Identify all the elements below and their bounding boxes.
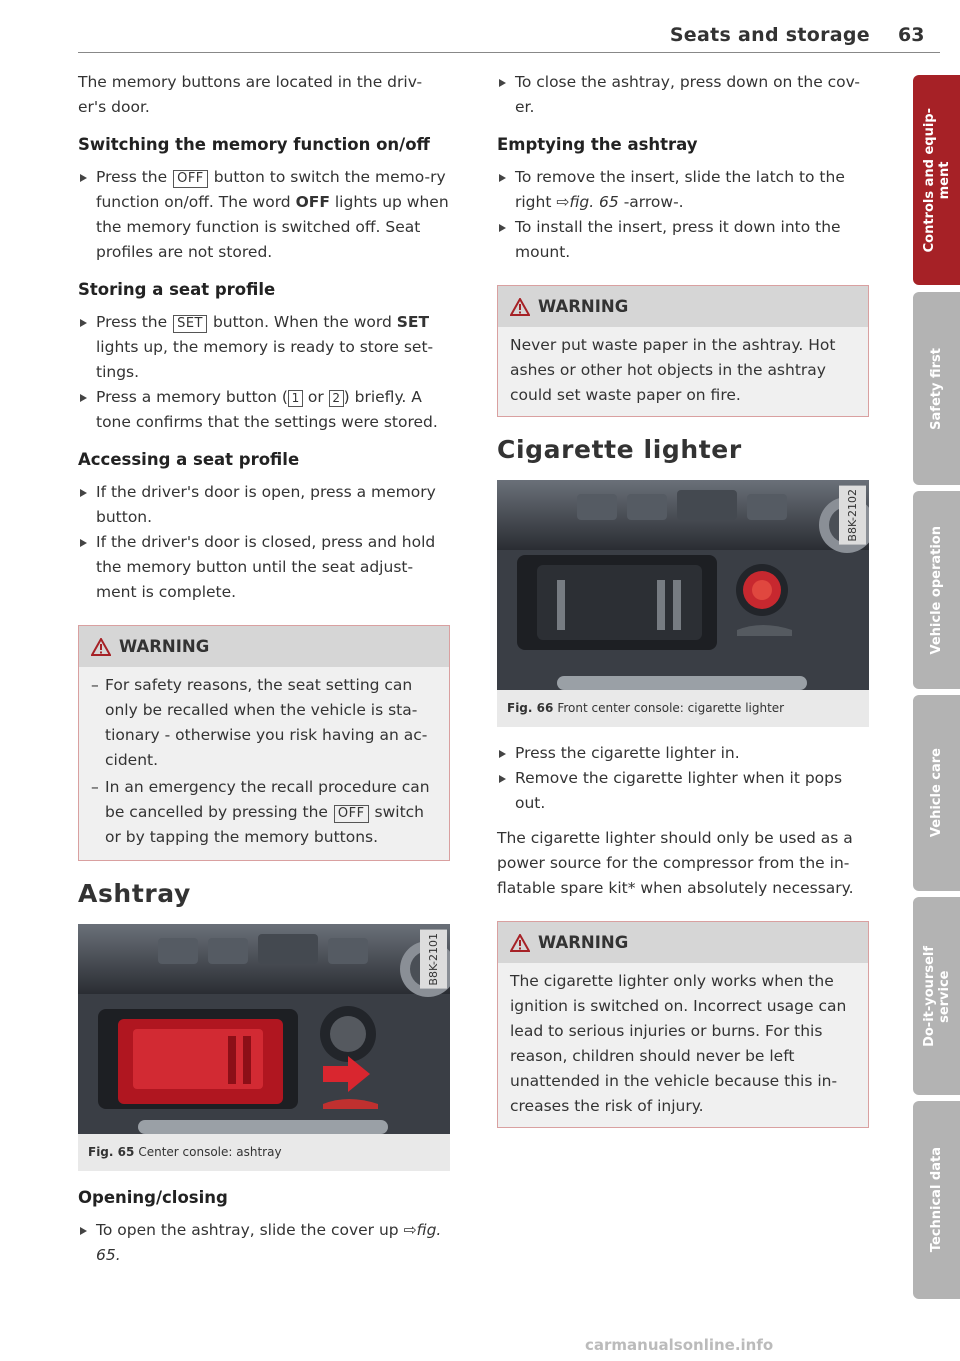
figure-caption [497, 690, 869, 727]
tab-controls-equipment[interactable] [913, 75, 960, 285]
emphasis: OFF [295, 193, 330, 211]
heading-access-profile: Accessing a seat profile [78, 450, 300, 469]
list-item: Remove the cigarette lighter when it pops out. [497, 766, 869, 816]
list-item: Press the cigarette lighter in. [497, 741, 869, 766]
header-divider [78, 52, 940, 53]
warning-header [79, 626, 449, 667]
warning-header [498, 286, 868, 327]
watermark: carmanualsonline.info [585, 1336, 774, 1354]
off-key: OFF [334, 805, 369, 823]
page-number: 63 [898, 24, 925, 46]
warning-body: Never put waste paper in the ashtray. Hot ashes or other hot objects in the ashtray could set waste paper on fire. [510, 336, 836, 404]
warning-body: The cigarette lighter only works when the ignition is switched on. Incorrect usage can lead to serious injuries or burns. For this reason, children should never be left unattended in the vehicle because this in-creases the risk of injury. [510, 972, 847, 1115]
list-item [78, 385, 450, 435]
ashtray-illustration [78, 924, 450, 1134]
text: button to switch the memo-ry function on/off. The word [96, 168, 446, 211]
warning-body [79, 667, 449, 860]
tab-label: Vehicle care [929, 748, 944, 838]
text: Press the [96, 168, 173, 186]
text: or [302, 388, 329, 406]
heading-cigarette-lighter: Cigarette lighter [497, 435, 742, 464]
figure-label: Fig. 65 [88, 1145, 135, 1159]
lighter-photo [497, 480, 869, 690]
warning-triangle-icon [510, 934, 530, 952]
tab-vehicle-care[interactable] [913, 695, 960, 891]
text: To remove the insert, slide the latch to the right [515, 168, 845, 211]
tab-label: Vehicle operation [929, 525, 944, 655]
figure-reference[interactable]: ⇨fig. 65 [556, 193, 619, 211]
warning-box [497, 285, 869, 417]
lighter-illustration [497, 480, 869, 690]
heading-store-profile: Storing a seat profile [78, 280, 276, 299]
text: lights up when the memory function is switched off. Seat profiles are not stored. [96, 193, 449, 261]
list-item [78, 165, 450, 265]
emphasis: SET [396, 313, 430, 331]
tab-label: Controls and equip- ment [921, 107, 952, 253]
caption-text: Front center console: cigarette lighter [557, 701, 785, 715]
text: -arrow-. [618, 193, 684, 211]
text: Press the [96, 313, 173, 331]
tab-label: Technical data [929, 1147, 944, 1253]
figure-code: B8K-2102 [839, 486, 866, 545]
tab-vehicle-operation[interactable] [913, 491, 960, 689]
text: button. When the word [208, 313, 397, 331]
warning-box [78, 625, 450, 861]
tab-do-it-yourself[interactable] [913, 897, 960, 1095]
warning-header [498, 922, 868, 963]
list-item: To install the insert, press it down into the mount. [497, 215, 869, 265]
figure-label: Fig. 66 [507, 701, 554, 715]
text: To open the ashtray, slide the cover up [96, 1221, 404, 1239]
warning-title: WARNING [538, 297, 629, 316]
memory-key-2: 2 [329, 390, 344, 407]
figure-code: B8K-2101 [420, 930, 447, 989]
heading-emptying-ashtray: Emptying the ashtray [497, 135, 698, 154]
heading-switch-memory: Switching the memory function on/off [78, 135, 430, 154]
tab-label: Safety first [929, 347, 944, 430]
tab-label: Do-it-yourself service [921, 945, 952, 1047]
warning-triangle-icon [510, 298, 530, 316]
ashtray-photo [78, 924, 450, 1134]
section-title: Seats and storage [669, 24, 870, 46]
text: In an emergency the recall procedure can be cancelled by pressing the [105, 778, 430, 821]
intro-paragraph: The memory buttons are located in the driv-er's door. [78, 73, 423, 116]
set-key: SET [173, 315, 207, 333]
text: lights up, the memory is ready to store set-tings. [96, 338, 434, 381]
right-column [497, 70, 869, 1144]
list-item [78, 310, 450, 385]
off-key: OFF [173, 170, 208, 188]
lighter-paragraph: The cigarette lighter should only be used as a power source for the compressor from the in-flatable spare kit* when absolutely necessary. [497, 829, 854, 897]
warning-title: WARNING [538, 933, 629, 952]
warning-box [497, 921, 869, 1128]
warning-title: WARNING [119, 637, 210, 656]
warning-triangle-icon [91, 638, 111, 656]
figure-caption [78, 1134, 450, 1171]
text: switch or by tapping the memory buttons. [105, 803, 424, 846]
memory-key-1: 1 [288, 390, 303, 407]
list-item: To close the ashtray, press down on the cov-er. [497, 70, 869, 120]
figure-reference[interactable]: ⇨fig. 65. [96, 1221, 442, 1264]
heading-ashtray: Ashtray [78, 879, 191, 908]
caption-text: Center console: ashtray [138, 1145, 282, 1159]
tab-technical-data[interactable] [913, 1101, 960, 1299]
list-item: If the driver's door is open, press a memory button. [78, 480, 450, 530]
text: Press a memory button ( [96, 388, 288, 406]
text: ) briefly. A tone confirms that the settings were stored. [96, 388, 438, 431]
warning-item [91, 775, 437, 850]
list-item: If the driver's door is closed, press and hold the memory button until the seat adjust-ment is complete. [78, 530, 450, 605]
figure-65 [78, 924, 450, 1171]
list-item [78, 1218, 450, 1268]
figure-66 [497, 480, 869, 727]
tab-safety-first[interactable] [913, 292, 960, 485]
warning-item: – For safety reasons, the seat setting can only be recalled when the vehicle is sta-tionary - otherwise you risk having an ac-cident. [91, 673, 437, 773]
list-item [497, 165, 869, 215]
left-column [78, 70, 450, 1268]
heading-opening-closing: Opening/closing [78, 1188, 228, 1207]
